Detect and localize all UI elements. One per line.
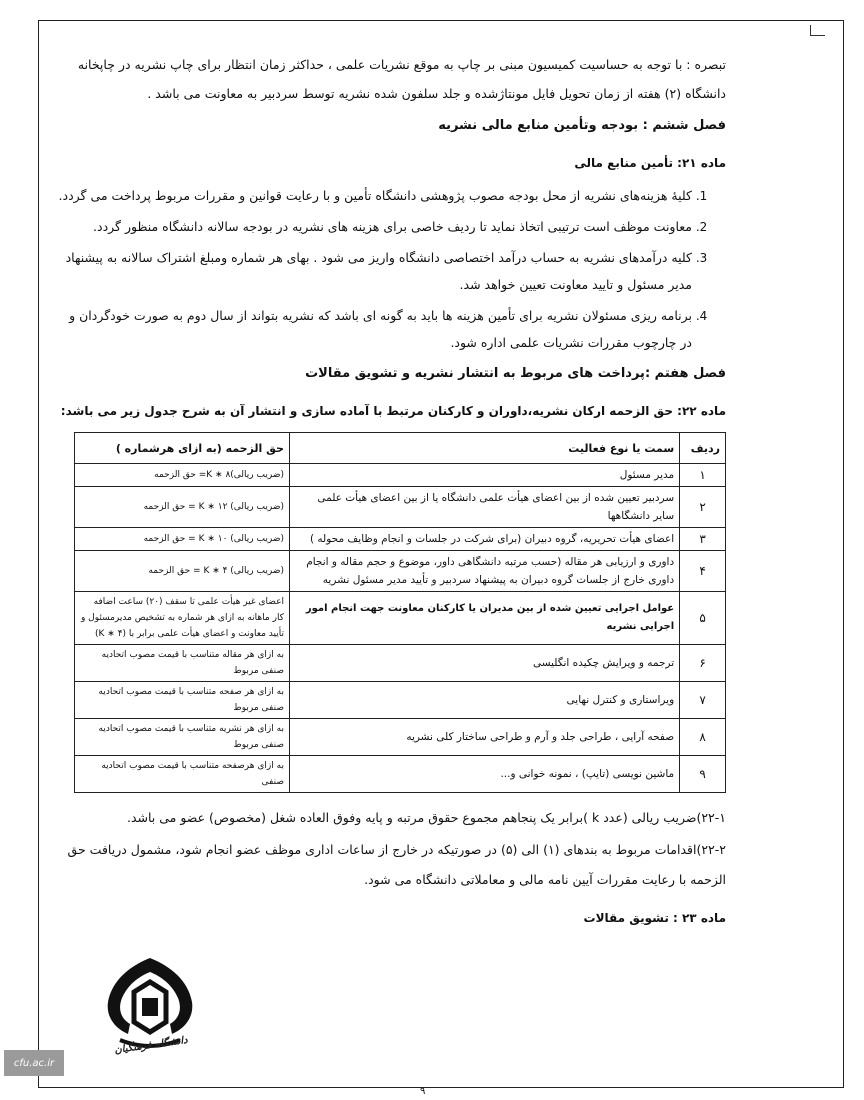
fee-table xyxy=(74,432,726,793)
table-row xyxy=(75,551,726,592)
row-fee: (ضریب ریالی)K ∗ ۸= حق الزحمه xyxy=(75,464,290,487)
section-6-title: فصل ششم : بودجه وتأمین منابع مالی نشریه xyxy=(438,118,726,133)
row-number: ۴ xyxy=(680,551,726,592)
table-row xyxy=(75,592,726,645)
row-fee: (ضریب ریالی) K ∗ ۴ = حق الزحمه xyxy=(75,551,290,592)
table-header-row xyxy=(75,433,726,464)
row-role: صفحه آرایی ، طراحی جلد و آرم و طراحی ساختار کلی نشریه xyxy=(289,719,679,756)
row-number: ۹ xyxy=(680,756,726,793)
frame-corner-mark xyxy=(810,25,825,36)
row-role: ترجمه و ویرایش چکیده انگلیسی xyxy=(289,645,679,682)
row-number: ۶ xyxy=(680,645,726,682)
article-21-title: ماده ۲۱: تأمین منابع مالی xyxy=(574,156,726,170)
header-row-number: ردیف xyxy=(680,433,726,464)
page-number: ۹ xyxy=(420,1086,426,1097)
table-row xyxy=(75,682,726,719)
document-body xyxy=(54,50,726,931)
clause-22-2: ۲۲-۲)اقدامات مربوط به بندهای (۱) الی (۵) در صورتیکه در خارج از ساعات اداری موظف عضو انجام شود، مشمول دریافت حق الزحمه با رعایت مقررات آیین نامه مالی و معاملاتی دانشگاه می شود. xyxy=(67,842,726,887)
table-row xyxy=(75,464,726,487)
row-fee: (ضریب ریالی) K ∗ ۱۰ = حق الزحمه xyxy=(75,528,290,551)
row-fee: به ازای هر صفحه متناسب با قیمت مصوب اتحادیه صنفی مربوط xyxy=(75,682,290,719)
row-role: ماشین نویسی (تایپ) ، نمونه خوانی و... xyxy=(289,756,679,793)
list-item: 4. برنامه ریزی مسئولان نشریه برای تأمین هزینه ها باید به گونه ای باشد که نشریه بتواند از سال دوم به صورت خودگردان و در چارچوب مقررات نشریات علمی اداره شود. xyxy=(54,302,692,356)
table-row xyxy=(75,528,726,551)
header-role: سمت یا نوع فعالیت xyxy=(289,433,679,464)
site-watermark: cfu.ac.ir xyxy=(4,1050,64,1076)
table-row xyxy=(75,719,726,756)
row-role: سردبیر تعیین شده از بین اعضای هیأت علمی دانشگاه یا از بین اعضای هیأت علمی سایر دانشگاهها xyxy=(289,487,679,528)
row-role: اعضای هیأت تحریریه، گروه دبیران (برای شرکت در جلسات و انجام وظایف محوله ) xyxy=(289,528,679,551)
row-number: ۳ xyxy=(680,528,726,551)
table-row xyxy=(75,756,726,793)
row-fee: (ضریب ریالی) K ∗ ۱۲ = حق الزحمه xyxy=(75,487,290,528)
section-7-title: فصل هفتم :پرداخت های مربوط به انتشار نشریه و تشویق مقالات xyxy=(305,366,726,381)
list-item: 2. معاونت موظف است ترتیبی اتخاذ نماید تا ردیف خاصی برای هزینه های نشریه در بودجه سالانه دانشگاه منظور گردد. xyxy=(54,213,692,240)
clause-22-1: ۲۲-۱)ضریب ریالی (عدد k )برابر یک پنجاهم مجموع حقوق مرتبه و پایه وفوق العاده شغل (مخصوص) عضو می باشد. xyxy=(126,810,726,825)
row-number: ۷ xyxy=(680,682,726,719)
row-role: مدیر مسئول xyxy=(289,464,679,487)
article-21-list xyxy=(54,182,726,356)
article-22-title: ماده ۲۲: حق الزحمه ارکان نشریه،داوران و کارکنان مرتبط با آماده سازی و انتشار آن به شرح جدول زیر می باشد: xyxy=(60,404,726,418)
row-number: ۱ xyxy=(680,464,726,487)
row-fee: اعضای غیر هیأت علمی تا سقف (۲۰) ساعت اضافه کار ماهانه به ازای هر شماره به تشخیص مدیرمسئول و تأیید معاونت و اعضای هیأت علمی برابر با (K ∗ ۴) xyxy=(75,592,290,645)
row-role: عوامل اجرایی تعیین شده از بین مدیران یا کارکنان معاونت جهت انجام امور اجرایی نشریه xyxy=(289,592,679,645)
row-role: ویراستاری و کنترل نهایی xyxy=(289,682,679,719)
row-fee: به ازای هرصفحه متناسب با قیمت مصوب اتحادیه صنفی xyxy=(75,756,290,793)
table-row xyxy=(75,645,726,682)
article-23-title: ماده ۲۳ : تشویق مقالات xyxy=(583,911,726,925)
row-number: ۲ xyxy=(680,487,726,528)
row-number: ۸ xyxy=(680,719,726,756)
header-fee: حق الزحمه (به ازای هرشماره ) xyxy=(75,433,290,464)
row-role: داوری و ارزیابی هر مقاله (حسب مرتبه دانشگاهی داور، موضوع و حجم مقاله و انجام داوری خارج از جلسات گروه دبیران به پیشنهاد سردبیر و تأیید مدیر مسئول نشریه xyxy=(289,551,679,592)
university-logo-icon xyxy=(90,952,210,1082)
table-row xyxy=(75,487,726,528)
note-paragraph: تبصره : با توجه به حساسیت کمیسیون مبنی بر چاپ به موقع نشریات علمی ، حداکثر زمان انتظار برای چاپ نشریه در چاپخانه دانشگاه (۲) هفته از زمان تحویل فایل مونتاژشده و جلد سلفون شده نشریه توسط سردبیر به معاونت می باشد . xyxy=(77,57,726,101)
list-item: 1. کلیهٔ هزینه‌های نشریه از محل بودجه مصوب پژوهشی دانشگاه تأمین و با رعایت قوانین و مقررات مربوط پرداخت می گردد. xyxy=(54,182,692,209)
row-number: ۵ xyxy=(680,592,726,645)
row-fee: به ازای هر نشریه متناسب با قیمت مصوب اتحادیه صنفی مربوط xyxy=(75,719,290,756)
seal-text: دانشگاه فرهنگیان xyxy=(113,1034,189,1057)
row-fee: به ازای هر مقاله متناسب با قیمت مصوب اتحادیه صنفی مربوط xyxy=(75,645,290,682)
list-item: 3. کلیه درآمدهای نشریه به حساب درآمد اختصاصی دانشگاه واریز می شود . بهای هر شماره ومبلغ اشتراک سالانه به پیشنهاد مدیر مسئول و تایید معاونت تعیین خواهد شد. xyxy=(54,244,692,298)
